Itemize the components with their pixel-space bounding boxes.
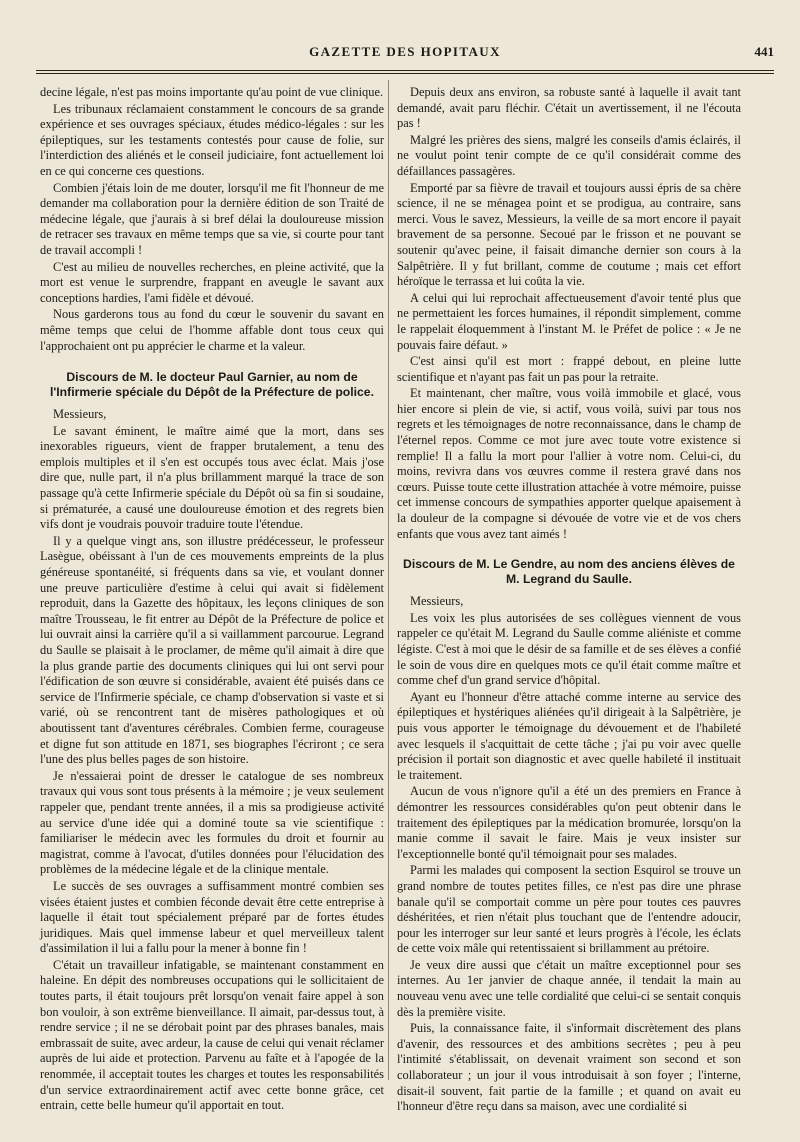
salutation: Messieurs, — [53, 407, 107, 422]
paragraph: Puis, la connaissance faite, il s'informait discrètement des plans d'avenir, des ressources et des ambitions secrètes ; peu à peu l'intimité s'établissait, on devenait vraiment son second et son collaborateur ; un jour il vous introduisait à son foyer ; l'interne, disait-il souvent, fait partie de la famille ; et quand on avait eu l'honneur d'être reçu dans sa maison, avec une cordialité si — [397, 1021, 741, 1114]
section-title-le-gendre: Discours de M. Le Gendre, au nom des anciens élèves de M. Legrand du Saulle. — [403, 557, 735, 587]
paragraph: Les tribunaux réclamaient constamment le concours de sa grande expérience et ses ouvrages spéciaux, études médico-légales : sur les épileptiques, sur les testaments contestés pour cause de folie, sur l'interdiction des aliénés et le conseil judiciaire, font actuellement loi en ce qui concerne ces questions. — [40, 101, 384, 178]
paragraph: Emporté par sa fièvre de travail et toujours aussi épris de sa chère science, il ne se ménagea point et se prodigua, au contraire, sans merci. Vous le savez, Messieurs, la veille de sa mort encore il payait bravement de sa personne. Secoué par le frisson et ne pouvant se soutenir qu'avec peine, il faisait dimanche dernier son cours à la Salpêtrière. Il y fut brillant, comme de coutume ; mais cet effort héroïque le terrassa et lui coûta la vie. — [397, 180, 741, 289]
paragraph: Le succès de ses ouvrages a suffisamment montré combien ses visées étaient justes et combien féconde devait être cette entreprise à laquelle il était tout spécialement préparé par de fortes études juridiques. Mais quel immense labeur et quel merveilleux talent d'assimilation il lui a fallu pour la mener à bonne fin ! — [40, 878, 384, 956]
paragraph: Les voix les plus autorisées de ses collègues viennent de vous rappeler ce qu'était M. Legrand du Saulle comme aliéniste et comme légiste. C'est à moi que le désir de sa famille et de ses élèves a confié le soin de vous dire en quelques mots ce qu'il était comme maître et comme chef d'un grand service d'hôpital. — [397, 610, 741, 688]
page-number: 441 — [754, 44, 774, 59]
left-column — [40, 85, 384, 1115]
paragraph: C'était un travailleur infatigable, se maintenant constamment en haleine. En dépit des nombreuses occupations qui le sollicitaient de toutes parts, il était toujours prêt lorsqu'on venait faire appel à son bon vouloir, à son extrême bienveillance. Il aimait, par-dessus tout, à rendre service ; il ne se dérobait point par des phrases banales, mais embrassait de suite, avec ardeur, la cause de celui qui venait réclamer auprès de lui aide et protection. Parvenu au faîte et à l'apogée de la renommée, il acceptait toutes les charges et toutes les responsabilités d'un service extraordinairement actif avec cette bonne grâce, cet entrain, cette belle humeur qu'il apportait en tout. — [40, 957, 384, 1113]
paragraph: Aucun de vous n'ignore qu'il a été un des premiers en France à démontrer les ressources considérables qu'on peut obtenir dans le traitement des épileptiques par la médication bromurée, lorsqu'on la manie comme il savait le faire. Mais je veux insister sur l'exceptionnelle bonté qu'il témoignait pour ses malades. — [397, 784, 741, 861]
paragraph: Le savant éminent, le maître aimé que la mort, dans ses inexorables rigueurs, vient de frapper brutalement, a tenu des emplois multiples et il s'en est occupés tous avec éclat. Mais j'ose dire que, nulle part, il n'a plus brillamment marqué la trace de son passage qu'à cette Infirmerie spéciale du Dépôt où sa fin si soudaine, si prématurée, a causé une douloureuse émotion et des regrets bien vifs dont je voudrais pouvoir traduire toute l'étendue. — [40, 423, 384, 532]
header-rule-top — [36, 70, 774, 71]
header-rule-bottom — [36, 73, 774, 74]
paragraph: Depuis deux ans environ, sa robuste santé à laquelle il avait tant demandé, avait paru fléchir. C'était un avertissement, il ne l'écouta pas ! — [397, 85, 741, 131]
paragraph: Parmi les malades qui composent la section Esquirol se trouve un grand nombre de toutes petites filles, ce n'est pas dire une phrase banale qu'il se comportait comme un père pour toutes ces pauvres déshéritées, et rien n'était plus touchant que de l'entendre adoucir, pour les interroger sur leur santé et leurs progrès à l'école, les éclats de cette voix mâle qui retentissaient si brillamment au prétoire. — [397, 863, 741, 956]
paragraph: decine légale, n'est pas moins importante qu'au point de vue clinique. — [40, 85, 384, 99]
page-header — [36, 44, 774, 70]
running-head: GAZETTE DES HOPITAUX — [309, 44, 501, 59]
paragraph: Et maintenant, cher maître, vous voilà immobile et glacé, vous hier encore si plein de vie, si actif, vous voilà, suivi par tous nos regrets et les témoignages de notre reconnaissance, dans le champ de l'éternel repos. Comme ce mot jure avec toute votre existence si remplie! Il a fallu la mort pour l'allier à votre nom. Celui-ci, du moins, revivra dans vos œuvres comme il restera gravé dans nos cœurs. Puisse toute cette illustration attachée à votre mémoire, puisse cet immense concours de sympathies apporter quelque apaisement à la douleur de la compagne si dévouée de votre vie et de vos chers enfants que vous avez tant aimés ! — [397, 386, 741, 541]
paragraph: Il y a quelque vingt ans, son illustre prédécesseur, le professeur Lasègue, obéissant à l'un de ces mouvements empreints de la plus généreuse spontanéité, si fréquents dans sa vie, et voulant donner une preuve particulière d'estime à celui qui avait si fidèlement reproduit, dans la Gazette des hôpitaux, les leçons cliniques de son maître Trousseau, le fit entrer au Dépôt de la Préfecture de police et lui ouvrait ainsi la carrière qu'il a si vaillamment parcourue. Legrand du Saulle se plaisait à le proclamer, de même qu'il aimait à dire que la plus grande partie des documents cliniques qui lui ont servi pour l'édification de son œuvre si considérable, avaient été puisés dans ce service de l'Infirmerie spéciale, ce champ d'observation si vaste et si varié, où se rencontrent tant de misères pathologiques et où aboutissent tant d'aventures cérébrales. Combien ferme, courageuse et digne fut son attitude en 1871, ses biographes l'écriront ; ce sera l'une des plus belles pages de son histoire. — [40, 533, 384, 767]
paragraph: Je veux dire aussi que c'était un maître exceptionnel pour ses internes. Au 1er janvier de chaque année, il tendait la main au nouveau venu avec une telle cordialité que celui-ci se sentait conquis dès la première visite. — [397, 957, 741, 1019]
paragraph: C'est au milieu de nouvelles recherches, en pleine activité, que la mort est venue le surprendre, frappant en aveugle le savant aux conceptions hardies, l'ami fidèle et dévoué. — [40, 259, 384, 305]
paragraph: Je n'essaierai point de dresser le catalogue de ses nombreux travaux qui vous sont tous présents à la mémoire ; je veux seulement rappeler que, pendant trente années, il a mis sa prodigieuse activité au service d'une idée qui a dominé toute sa vie scientifique : familiariser le médecin avec les formules du droit et fournir au magistrat, comme à l'avocat, d'utiles données pour l'élucidation des problèmes de la médecine légale et de la clinique mentale. — [40, 768, 384, 877]
paragraph: Malgré les prières des siens, malgré les conseils d'amis éclairés, il ne voulut point tenir compte de ce qu'il considérait comme des défaillances passagères. — [397, 132, 741, 178]
salutation: Messieurs, — [410, 594, 464, 609]
right-column — [397, 85, 741, 1116]
paragraph: C'est ainsi qu'il est mort : frappé debout, en pleine lutte scientifique et n'ayant pas fait un pas pour la retraite. — [397, 354, 741, 384]
paragraph: A celui qui lui reprochait affectueusement d'avoir tenté plus que ne permettaient les forces humaines, il répondit simplement, comme le rappelait éloquemment à l'instant M. le Préfet de police : « Je ne pouvais faire défaut. » — [397, 290, 741, 352]
paragraph: Ayant eu l'honneur d'être attaché comme interne au service des épileptiques et hystériques aliénées qu'il dirigeait à la Salpêtrière, je puis vous apporter le témoignage du dévouement et de l'habileté avec lesquels il s'acquittait de cette tâche ; j'ai pu voir avec quelle précision il portait son diagnostic et avec quelle habileté il instituait le traitement. — [397, 689, 741, 782]
paragraph: Nous garderons tous au fond du cœur le souvenir du savant en même temps que celui de l'homme affable dont tous ceux qui l'approchaient ont pu apprécier le charme et la valeur. — [40, 307, 384, 353]
section-title-garnier: Discours de M. le docteur Paul Garnier, au nom de l'Infirmerie spéciale du Dépôt de la Préfecture de police. — [50, 370, 374, 400]
paragraph: Combien j'étais loin de me douter, lorsqu'il me fit l'honneur de me demander ma collaboration pour la dernière édition de son Traité de médecine légale, que j'aurais à si bref délai la douloureuse mission de retracer ses travaux en même temps que sa vie, si courte pour tant de travail accompli ! — [40, 180, 384, 257]
column-divider — [388, 80, 389, 1080]
